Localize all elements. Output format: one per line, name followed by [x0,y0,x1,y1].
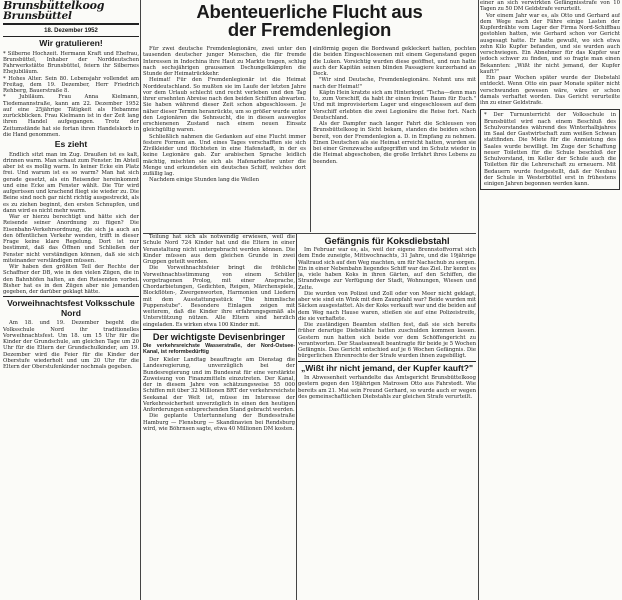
article-paragraph: einförmig gegen die Bordwand gekleckert hatten, pochten die beiden Eingeschlossenen mit einem Gegenstand gegen die Luken. Vorsichtig wurden diese geöffnet, und nun hatte auch der Kapitän seinen blinden Passagiere kurzerhand an Deck. [313,46,476,77]
column-divider [140,0,141,600]
lead-article-col-a [143,46,306,232]
section-heading-vorweihnachtsfest: Vorweihnachtsfest Volksschule Nord [7,298,135,318]
masthead-rule [3,23,139,25]
section-rule [143,329,295,330]
section-heading-devisenbringer: Der wichtigste Devisenbringer [152,331,286,342]
article-paragraph: Käptn Hein kratzte sich am Hinterkopf. "Tscha—denn man to, zum Vorschiff, da habt ihr einen freien Raum für Euch." Und mit improvisiertem Lager und eingeschlossen auf dem Vorschiff erlebten die zwei Legionäre die Reise fort. Nach Deutschland. [313,89,476,121]
article-paragraph: In Abwesenheit verhandelte das Amtsgericht Brunsbüttelkoog gestern gegen den 19jährigen Matrosen Otto aus Fahrstedt. Wie bereits am 21. Mai sein Freund Gerhard, so wurde auch er wegen des gemeinschaftlichen Diebstahls zur gleichen Strafe verurteilt. [298,375,476,400]
article-paragraph: Wir haben den größten Teil der Rechte der Schaffner der DB, wie in den vielen Zügen, die in den Bahnhöfen halten, an den Reisenden vorbei. Bisher hat es in den Zügen aber nie jemanden gegeben, der darüber geklagt hätte. [3,264,139,295]
column-divider [296,234,297,600]
article-paragraph: Die wurden von Polizei und Zoll oder von Meer nicht geklagt, aber wie sind ein Wink mit dem Zaunpfahl war? Beide wurden mit Säcken ausgestattet. Als der Koks verkauft war und die beiden auf dem Weg nach Hause waren, stießen sie auf eine Polizeistreife, die sie verhaftete. [298,290,476,322]
masthead-line1: Brunsbüttelkoog [3,0,105,12]
article-paragraph: Am 18. und 19. Dezember begeht die Volksschule Nord ihr traditionelles Vorweihnachtsfest. Um 18. um 15 Uhr für die Kinder der Grundschule, am gleichen Tage um 20 Uhr für die Eltern der Grundschulkinder, am 19. Dezember wird die Feier für die Kinder der Oberstufe wiederholt und um 20 Uhr für die Eltern der Oberstufenkinder nochmals gegeben. [3,320,139,370]
article-paragraph: Die zuständigen Beamten stellten fest, daß sie sich bereits früher derartige Diebstähle hatten zuschulden kommen lassen. Gestern nun hatten sich beide vor dem Schöffengericht zu verantworten. Der Staatsanwalt beantragte für beide je 5 Wochen Gefängnis. Das Gericht entschied auf je 6 Wochen Gefängnis. Die bürgerlichen Ehrenrechte der Strafe wurden ihnen zugebilligt. [298,322,476,360]
section-rule [3,296,139,297]
section-deck: Die verkehrsreichste Wasserstraße, der Nord-Ostsee-Kanal, ist reformbedürftig [143,342,295,355]
notice-text: * Der Turnunterricht der Volksschule in Brunsbüttel wird nach einem Beschluß des Schulvorstandes während des Winterhalbjahres im Saal der Gastwirtschaft zum weißen Schwan stattfinden. Die Miete für die Anmietung des Saales wurde bewilligt. Im Zuge der Schaffung neuer Toiletten für die Schule beschloß der Schulvorstand, im Keller der Schule auch die Toiletten für die Lehrerschaft zu erneuern. Mit Bedauern wurde festgestellt, daß der Neubau der Schule in Westerbüttel erst in frühestens einigen Jahren begonnen werden kann. [484,112,616,187]
section-rule [298,361,476,362]
issue-date: 18. Dezember 1952 [44,28,98,34]
section-heading-es-zieht: Es zieht [54,139,88,149]
article-paragraph: Der Kieler Landtag beauftragte am Dienstag die Landesregierung, unverzüglich bei der Bundesregierung und im Bundesrat für eine verstärkte Zuweisung von Finanzmitteln einzutreten. Der Kanal, der in diesem Jahre von schätzungsweise 55 000 Schiffen mit über 32 Millionen BRT der verkehrsreichste Seekanal der Welt ist, müsse im Interesse der Verkehrssicherheit unverzüglich in einen den heutigen Anforderungen entsprechenden Stand gebracht werden. [143,357,295,414]
lead-article-col-b [313,46,476,232]
article-paragraph: "Wir sind Deutsche, Fremdenlegionäre. Nehmt uns mit nach der Heimat!" [313,77,476,90]
section-heading-kupfer: „Wißt ihr nicht jemand, der Kupfer kauft?" [300,362,474,373]
article-paragraph: Nachdem einige Stunden lang die Wellen [149,177,260,184]
column-divider [478,0,479,600]
section-heading-koksdiebstahl: Gefängnis für Koksdiebstahl [324,236,450,246]
article-paragraph: Die Vorweihnachtsfeier bringt die fröhliche Vorweihnachtsstimmung von einem Schüler vorgetragenen Prolog, mit einer Ansprache, Chordarbietungen, Gedichten, Reigen, Märchenspiele, Blockflöten-, Zwergenworten, Harmonien und Liedern mit dem Ausstattungsstück "Die himmlische Puppenstube". Besondere Einlagen zeigen mit weiterem, daß die Kinder ihre erfahrungsgemäß als Unterstützung nützen. Alle Eltern sind herzlich eingeladen. Es wirken etwa 100 Kinder mit. [143,265,295,328]
article-paragraph: einer an sich verwirkten Gefängnisstrafe von 10 Tagen zu 50 DM Geldstrafe verurteilt. [480,0,620,13]
right-column [480,0,620,600]
article-paragraph: Im Februar war es, als, weil der eigene Brennstoffvorrat sich dem Ende zuneigte, Mittwochnachts, 31 Jahre, und die 19jährige Waltraud sich auf den Weg machten, um für Nachschub zu sorgen. Ein in einer Nebenbahn liegendes Schiff war das Ziel. Ihr kennt es ja, viele haben Koks in ihren Gärten, auf den Schiffen, die Strandwege zur Verfügung der Stadt, Wohnungen, Wiesen und Zelte. [298,247,476,291]
article-paragraph: Heimat! Für den Fremdenlegionär ist die Heimat Norddeutschland. So mußten sie im Laufe der letzten Jahre vor dem Urlaub schlecht und recht verleben und den Tag ihrer ersehnten Abreise nach den beiden Schiffen abwarten. Sie haben während dieser Zeit schon abgeschlossen. Je näher dieser Termin heranrückte, um so größer wurde unter den Legionären die Sehnsucht, die in diesen ausweglos erschienenen Zustand nach einem neuen Einsatz gleichgültig waren. [143,77,306,134]
article-paragraph: Schließlich nahmen die Gedanken auf eine Flucht immer festere Formen an. Und eines Tages verschafften sie sich Zivilkleider und flüchteten in eine Hafenstadt, in der es keine Legionäre gab. Zur arabischen Sprache leidlich mächtig, mischten sie sich als Hafenarbeiter unter die Menge und erkundeten ein deutsches Schiff, welches dort zufällig lag. [143,133,306,177]
section-heading-gratulieren: Wir gratulieren! [39,38,103,48]
middle-left-column [143,234,295,600]
article-paragraph: Teilung hat sich als notwendig erwiesen, weil die Schule Nord 724 Kinder hat und die Eltern in einer Veranstaltung nicht untergebracht werden können. Die Kinder müssen aus dem gleichen Grunde in zwei Gruppen geteilt werden. [143,234,295,265]
column-divider [310,46,311,232]
article-paragraph: Die geplante Untertunnelung der Bundesstraße Hamburg — Flensburg — Skandinavien bei Rendsburg wird, wie Böhrnsen sagte, etwa 40 Millionen DM kosten. [143,413,295,432]
left-column [3,0,139,600]
article-paragraph: War er hierzu berechtigt und hätte sich der Reisende seiner Anordnung zu fügen? Die Eisenbahn-Verkehrsordnung, die sich ja auch an den öffentlichen Verkehr wenden, trifft in dieser Frage keine klare Regelung. Dort ist nur bestimmt, daß das Öffnen und Schließen der Fenster nicht verständigen können, daß sie sich miteinander verständigen müssen. [3,214,139,264]
article-paragraph: Endlich sitzt man im Zug. Draußen ist es kalt, drinnen warm. Man schaut zum Fenster. Im Abteil aber ist es mollig warm. In keiner Ecke ein Platz frei. Und warum ist es so warm? Man hat sich gerade gesetzt, als ein Reisender hereinkommt und eine Ecke am Fenster wählt. Die Tür wird aufgerissen und krachend fliegt sie wieder zu. Die Beine sind noch gar nicht richtig ausgestreckt, als es zu ziehen beginnt, den ersten Schnupfen, und dann wird es nicht mehr warm. [3,151,139,214]
article-paragraph: Für zwei deutsche Fremdenlegionäre, zwei unter den tausenden deutscher junger Menschen, die für fremde Interessen in Indochina ihre Haut zu Markte tragen, schlug nach sechsjährigen grausamen Dschungelkämpfen die Stunde der Heimatrückkehr. [143,46,306,77]
main-headline: Abenteuerliche Flucht aus der Fremdenlegion [196,1,423,40]
article-paragraph: * Silberne Hochzeit. Hermann Kraft und Ehefrau, Brunsbüttel, Inhaber der Norddeutschen Fahrwerkstätte Brunsbüttel, feiern ihr Silbernes Ehejubiläum. [3,50,139,76]
date-rule [3,36,139,37]
notice-box [480,109,620,190]
article-paragraph: Ein paar Wochen später wurde der Diebstahl entdeckt. Wenn Otto ein paar Monate später nicht verschwunden gewesen wäre, wäre er schon damals verhaftet worden. Das Gericht verurteilte ihn zu einer Geldstrafe. [480,75,620,106]
masthead-line2: Brunsbüttel [3,10,72,22]
article-paragraph: Als der Dampfer nach langer Fahrt die Schleusen von Brunsbüttelkoog in Sicht bekam, standen die beiden schon bereit, von der Fremdenlegion a. D. in Empfang zu nehmen. Einen Deutschen als sie Heimat erreicht hatten, wurden sie bei einer Grenzwache aufgegriffen und im Schutz wieder in die Heimat abgeschoben, die große Irrfahrt ihres Lebens zu beenden. [313,121,476,165]
article-paragraph: * Hohes Alter. Sein 80. Lebensjahr vollendet am Freitag, dem 19. Dezember, Herr Friedrich Rehberg, Bauerstraße 8. [3,75,139,94]
article-paragraph: * Jubiläum. Frau Anna Kielmann, Tiedemannstraße, kann am 22. Dezember 1952 auf eine 25jährige Tätigkeit als Hebamme zurückblicken. Frau Kielmann ist in der Zeit lang ihren Handel aufgegangen. Trotz der Zeitumstände hat sie fortan ihren Handelskorb in die Hand genommen. [3,94,139,138]
article-paragraph: Vor einem Jahr war es, als Otto und Gerhard auf dem Wege nach der Fähre einige Lasten der Kupferdrähte vom Lager der Firma Nord-Schiffbau gestohlen hatten, wie Gerhard schon vor Gericht ausgesagt hatte. Er hatte gewußt, wo sich etwa zehn Kilo Kupfer befanden, und sie wurden auch verschwiegen. Ein Abnehmer für das Kupfer war jedoch schwer zu finden, und so fragte man einen Bekannten: „Wißt ihr nicht jemand, der Kupfer kauft?" [480,12,620,75]
middle-right-column [298,234,476,600]
